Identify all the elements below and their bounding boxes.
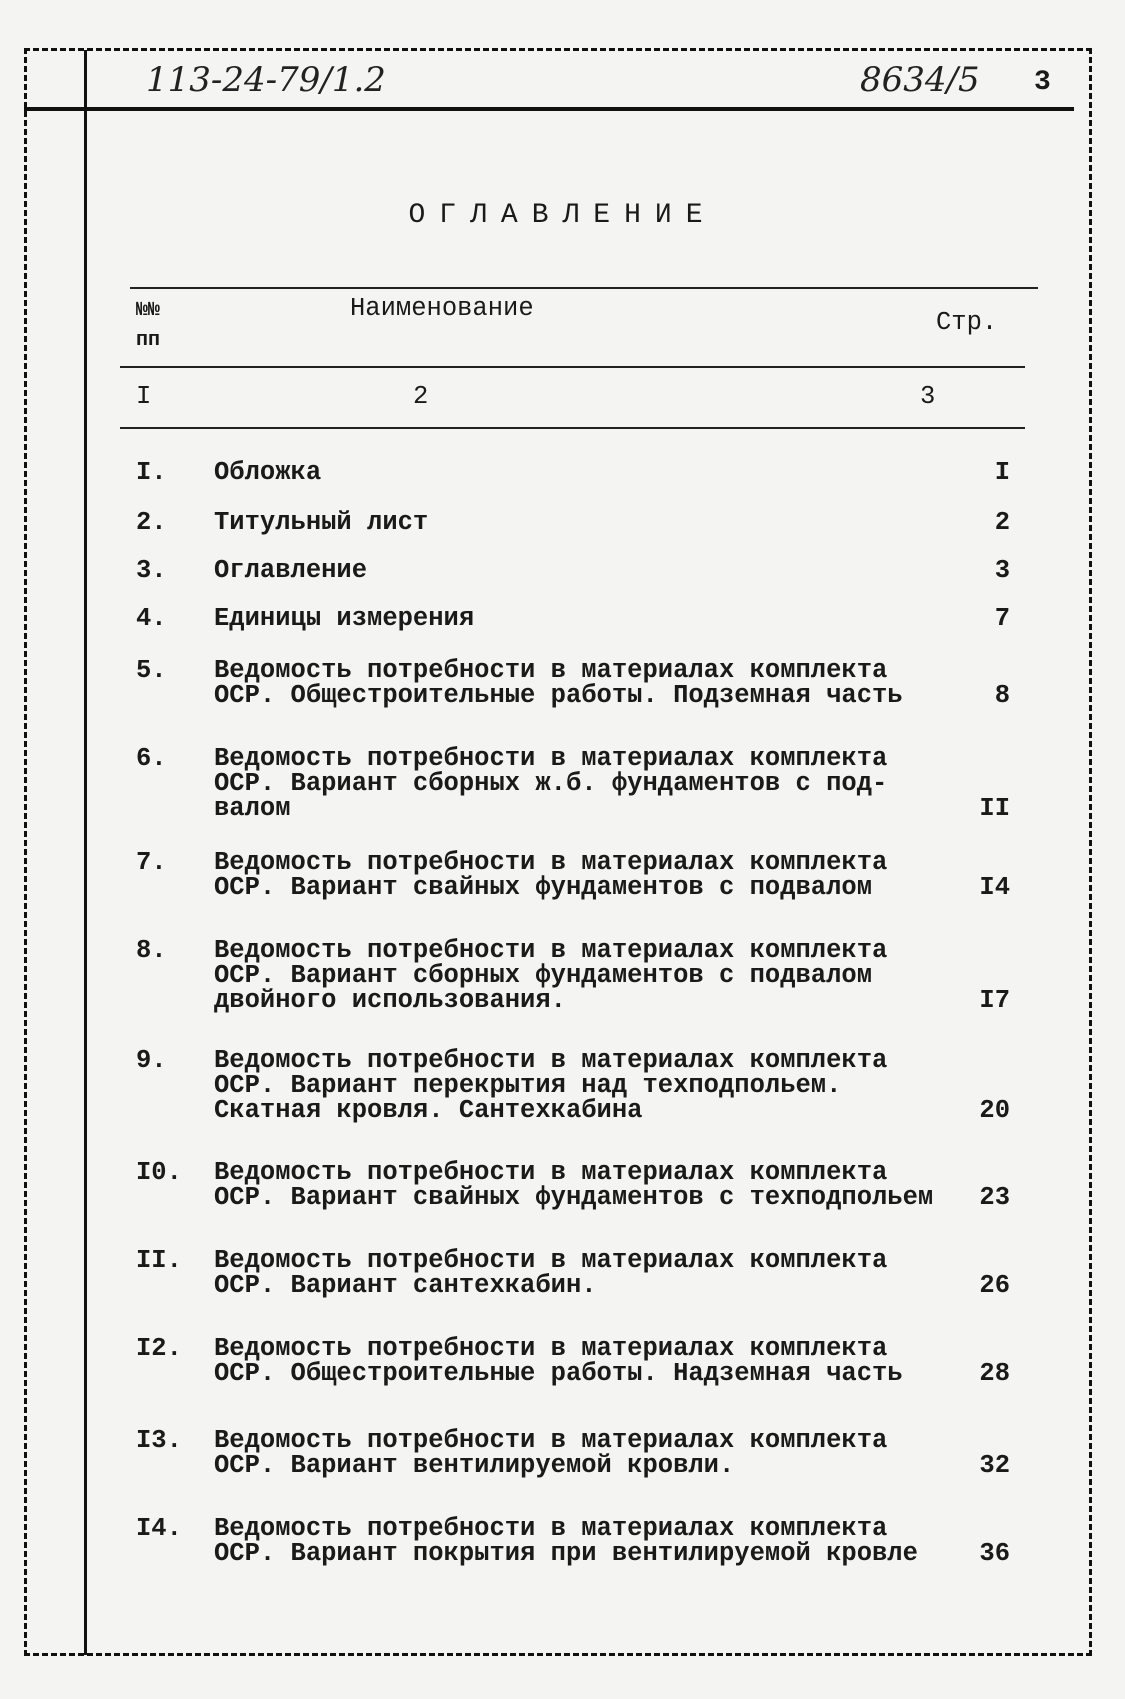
- table-top-rule: [130, 287, 1038, 289]
- toc-row-number: 3.: [136, 556, 167, 585]
- column-number-1: I: [136, 382, 152, 411]
- toc-row-page: 32: [979, 1451, 1010, 1480]
- page-title: ОГЛАВЛЕНИЕ: [408, 200, 717, 231]
- toc-row-title: Ведомость потребности в материалах комплекта ОСР. Вариант сборных ж.б. фундаментов с под- валом: [214, 744, 888, 823]
- toc-row-page: 7: [994, 604, 1010, 633]
- column-header-num: №№ пп: [136, 299, 161, 352]
- toc-row-title: Ведомость потребности в материалах комплекта ОСР. Вариант перекрытия над техподпольем. Скатная кровля. Сантехкабина: [214, 1046, 888, 1125]
- toc-row-title: Ведомость потребности в материалах комплекта ОСР. Вариант сантехкабин.: [214, 1246, 888, 1300]
- toc-row-page: 26: [979, 1271, 1010, 1300]
- toc-row-number: I2.: [136, 1334, 182, 1363]
- toc-row-page: 28: [979, 1359, 1010, 1388]
- toc-row-title: Ведомость потребности в материалах комплекта ОСР. Вариант свайных фундаментов с техподпольем: [214, 1158, 934, 1212]
- toc-row-title: Ведомость потребности в материалах комплекта ОСР. Вариант свайных фундаментов с подвалом: [214, 848, 888, 902]
- toc-row-title: Оглавление: [214, 556, 368, 585]
- toc-row-page: I: [994, 458, 1010, 487]
- toc-row-page: I4: [979, 873, 1010, 902]
- document-code: 113-24-79/1.2: [146, 60, 386, 100]
- toc-row-number: I0.: [136, 1158, 182, 1187]
- toc-row-title: Ведомость потребности в материалах комплекта ОСР. Общестроительные работы. Надземная часть: [214, 1334, 903, 1388]
- toc-row-page: II: [979, 794, 1010, 823]
- toc-row-page: 3: [994, 556, 1010, 585]
- column-header-name: Наименование: [350, 294, 534, 323]
- toc-row-title: Ведомость потребности в материалах комплекта ОСР. Вариант вентилируемой кровли.: [214, 1426, 888, 1480]
- toc-row-page: 23: [979, 1183, 1010, 1212]
- column-number-2: 2: [413, 382, 429, 411]
- toc-row-number: 9.: [136, 1046, 167, 1075]
- sheet-number: 3: [1034, 67, 1051, 98]
- header-bottom-rule: [120, 366, 1025, 368]
- toc-row-number: 8.: [136, 936, 167, 965]
- toc-row-page: 2: [994, 508, 1010, 537]
- toc-row-number: 5.: [136, 656, 167, 685]
- toc-row-title: Единицы измерения: [214, 604, 475, 633]
- toc-row-number: 6.: [136, 744, 167, 773]
- toc-row-number: I.: [136, 458, 167, 487]
- toc-row-page: I7: [979, 986, 1010, 1015]
- toc-row-page: 8: [994, 681, 1010, 710]
- toc-row-number: II.: [136, 1246, 182, 1275]
- binding-margin-line: [84, 50, 87, 1655]
- column-number-3: 3: [920, 382, 936, 411]
- toc-row-title: Ведомость потребности в материалах комплекта ОСР. Вариант сборных фундаментов с подвалом двойного использования.: [214, 936, 888, 1015]
- header-divider: [24, 107, 1074, 111]
- column-header-page: Стр.: [936, 308, 998, 337]
- toc-row-number: 4.: [136, 604, 167, 633]
- toc-row-number: 2.: [136, 508, 167, 537]
- toc-row-page: 36: [979, 1539, 1010, 1568]
- column-numbers-rule: [120, 427, 1025, 429]
- toc-row-number: 7.: [136, 848, 167, 877]
- toc-row-title: Ведомость потребности в материалах комплекта ОСР. Общестроительные работы. Подземная часть: [214, 656, 903, 710]
- toc-row-title: Обложка: [214, 458, 322, 487]
- toc-row-number: I3.: [136, 1426, 182, 1455]
- toc-row-page: 20: [979, 1096, 1010, 1125]
- toc-row-title: Титульный лист: [214, 508, 429, 537]
- inventory-number: 8634/5: [860, 60, 980, 100]
- toc-row-number: I4.: [136, 1514, 182, 1543]
- toc-row-title: Ведомость потребности в материалах комплекта ОСР. Вариант покрытия при вентилируемой кровле: [214, 1514, 918, 1568]
